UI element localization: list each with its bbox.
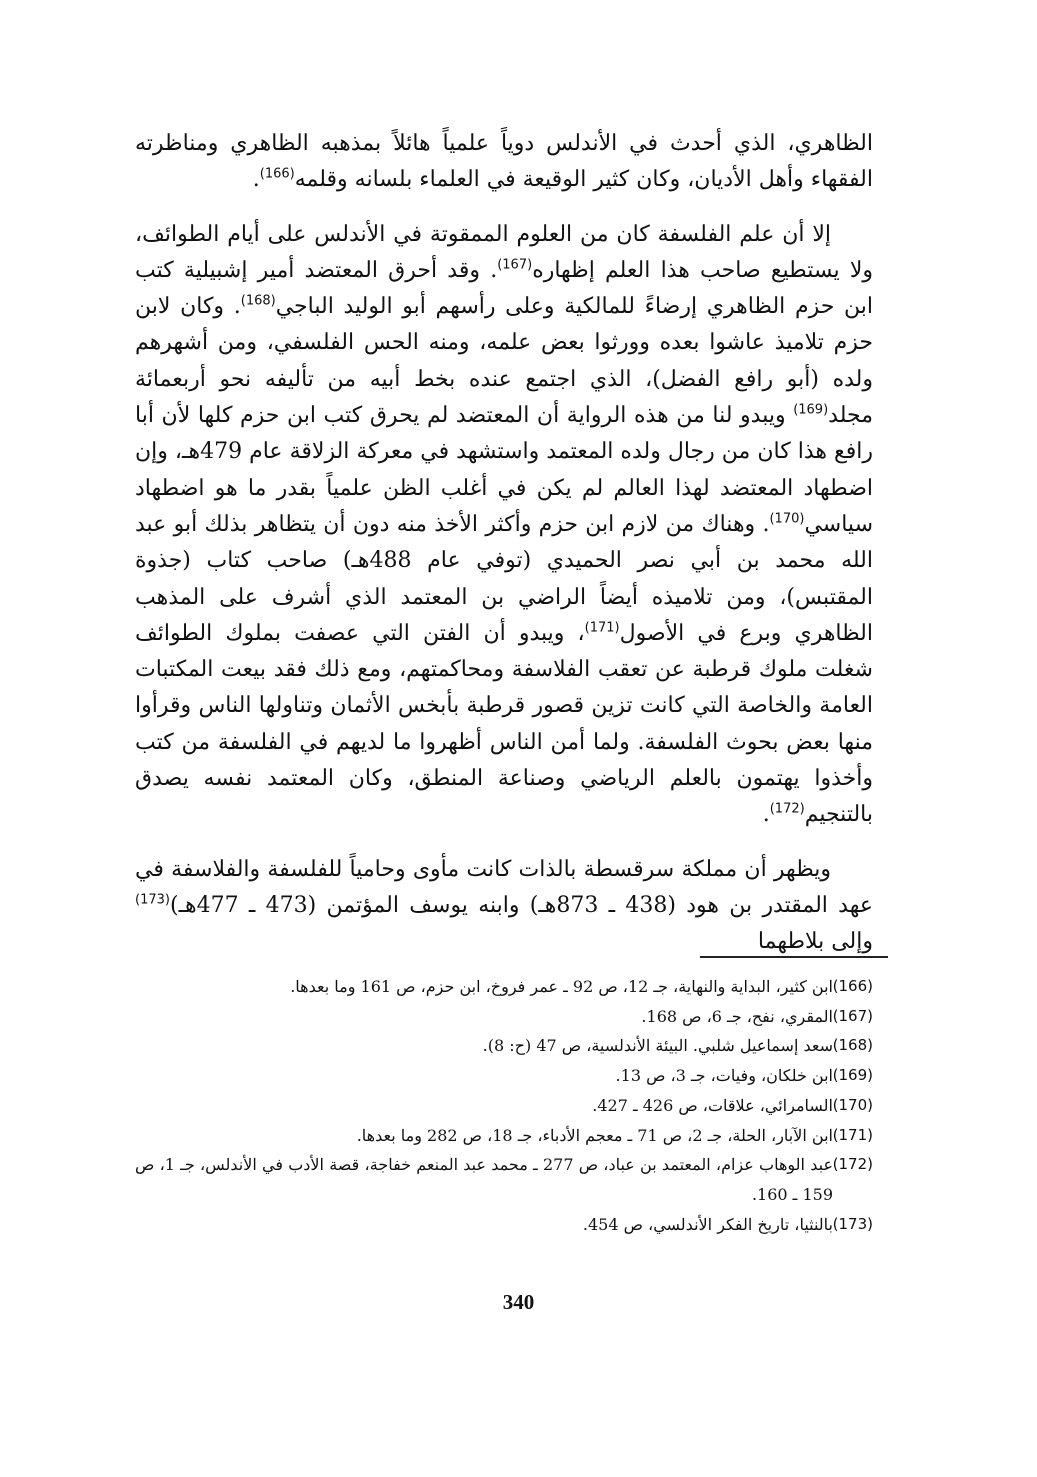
paragraph-2 — [135, 217, 873, 834]
page-number: 340 — [502, 1290, 535, 1314]
footnote-text: سعد إسماعيل شلبي. البيئة الأندلسية، ص 47 (ح: 8). — [482, 1036, 833, 1056]
footnote-169 — [135, 1061, 873, 1091]
footnote-text: السامرائي، علاقات، ص 426 ـ 427. — [592, 1095, 833, 1115]
footnote-number: (173) — [832, 1214, 873, 1233]
text-segment: ويظهر أن مملكة سرقسطة بالذات كانت مأوى وحامياً للفلسفة والفلاسفة في عهد المقتدر بن هود (438 ـ 873هـ) وابنه يوسف المؤتمن (473 ـ 477هـ) — [135, 856, 873, 918]
footnote-ref-168: (168) — [240, 293, 276, 309]
footnotes — [135, 972, 873, 1239]
text-segment: . — [762, 802, 770, 828]
paragraph-3 — [135, 852, 873, 961]
footnote-number: (167) — [832, 1006, 873, 1025]
footnote-168 — [135, 1031, 873, 1061]
text-segment: . وهناك من لازم ابن حزم وأكثر الأخذ منه دون أن يتظاهر بذلك أبو عبد الله محمد بن أبي نصر الحميدي (توفي عام 488هـ) صاحب كتاب (جذوة المقتبس)، ومن تلاميذه أيضاً الراضي بن المعتمد الذي أشرف على المذهب الظاهري وبرع في الأصول — [135, 511, 874, 646]
footnote-171 — [135, 1121, 873, 1151]
text-segment: ، ويبدو أن الفتن التي عصفت بملوك الطوائف شغلت ملوك قرطبة عن تعقب الفلاسفة ومحاكمتهم، ومع ذلك فقد بيعت المكتبات العامة والخاصة التي كانت تزين قصور قرطبة بأبخس الأثمان وتناولها الناس وقرأوا منها بعض بحوث الفلسفة. ولما أمن الناس أظهروا ما لديهم في الفلسفة من كتب وأخذوا يهتمون بالعلم الرياضي وصناعة المنطق، وكان المعتمد نفسه يصدق بالتنجيم — [135, 620, 873, 828]
main-text — [135, 126, 873, 961]
text-segment: . — [252, 167, 260, 193]
text-segment: ويبدو لنا من هذه الرواية أن المعتضد لم يحرق كتب ابن حزم كلها لأن أبا رافع هذا كان من رجال ولده المعتمد واستشهد في معركة الزلاقة عام 479هـ، وإن اضطهاد المعتضد لهذا العالم لم يكن في أغلب الظن علمياً بقدر ما هو اضطهاد سياسي — [135, 403, 873, 537]
footnote-text: عبد الوهاب عزام، المعتمد بن عباد، ص 277 ـ محمد عبد المنعم خفاجة، قصة الأدب في الأندلس، جـ 1، ص 159 ـ 160. — [135, 1155, 833, 1204]
footnote-170 — [135, 1091, 873, 1121]
footnote-number: (166) — [832, 977, 873, 995]
text-segment: . وقد أحرق المعتضد أمير إشبيلية كتب ابن حزم الظاهري إرضاءً للمالكية وعلى رأسهم أبو الوليد الباجي — [135, 257, 873, 320]
footnote-ref-171: (171) — [584, 620, 620, 636]
footnote-text: ابن كثير، البداية والنهاية، جـ 12، ص 92 ـ عمر فروخ، ابن حزم، ص 161 وما بعدها. — [290, 977, 833, 996]
footnote-173 — [135, 1210, 873, 1240]
footnote-166 — [135, 972, 873, 1002]
footnote-ref-166: (166) — [259, 166, 295, 182]
text-segment: إلا أن علم الفلسفة كان من العلوم الممقوتة في الأندلس على أيام الطوائف، ولا يستطيع صاحب هذا العلم إظهاره — [135, 221, 873, 283]
paragraph-1 — [135, 126, 873, 199]
footnote-167 — [135, 1002, 873, 1032]
footnote-ref-167: (167) — [497, 257, 533, 273]
footnote-number: (170) — [832, 1095, 873, 1114]
footnote-text: المقري، نفح، جـ 6، ص 168. — [641, 1006, 833, 1026]
footnote-separator — [700, 956, 888, 958]
text-segment: وإلى بلاطهما — [757, 929, 873, 955]
footnote-text: بالنثيا، تاريخ الفكر الأندلسي، ص 454. — [582, 1214, 833, 1234]
footnote-text: ابن خلكان، وفيات، جـ 3، ص 13. — [615, 1066, 833, 1086]
footnote-ref-170: (170) — [769, 511, 805, 527]
footnote-text: ابن الآبار، الحلة، جـ 2، ص 71 ـ معجم الأدباء، جـ 18، ص 282 وما بعدها. — [356, 1125, 833, 1145]
footnote-number: (168) — [832, 1036, 873, 1055]
footnote-number: (172) — [832, 1155, 873, 1174]
footnote-ref-172: (172) — [769, 802, 805, 818]
footnote-number: (171) — [832, 1125, 873, 1144]
footnote-ref-173: (173) — [135, 892, 170, 908]
footnote-number: (169) — [832, 1066, 873, 1085]
footnote-ref-169: (169) — [793, 402, 829, 418]
footnote-172 — [135, 1150, 873, 1209]
text-segment: . وكان لابن حزم تلاميذ عاشوا بعده وورثوا بعض علمه، ومنه الحس الفلسفي، ومن أشهرهم ولده (أبو رافع الفضل)، الذي اجتمع عنده بخط أبيه من تأليفه نحو أربعمائة مجلد — [135, 294, 873, 429]
text-segment: الظاهري، الذي أحدث في الأندلس دوياً علمياً هائلاً بمذهبه الظاهري ومناظرته الفقهاء وأهل الأديان، وكان كثير الوقيعة في العلماء بلسانه وقلمه — [135, 131, 873, 193]
